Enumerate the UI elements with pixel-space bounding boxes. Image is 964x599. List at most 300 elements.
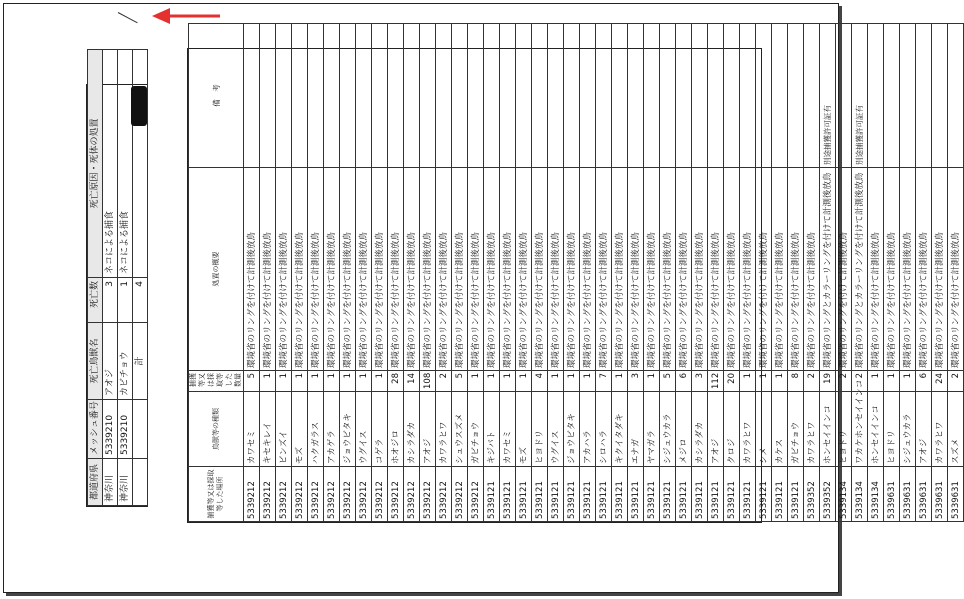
treatment-cell: 環境省のリングとカラーリングを付けて計測後放鳥	[852, 168, 868, 371]
header-remarks: 備 考	[189, 24, 244, 168]
location-code-cell: 5339631	[932, 467, 948, 522]
species-cell: カケス	[772, 392, 788, 467]
count-cell: 1	[548, 371, 564, 392]
treatment-cell: 環境省のリングを付けて計測後放鳥	[500, 168, 516, 371]
table-row	[468, 24, 484, 522]
table-row	[948, 24, 964, 522]
treatment-cell: 環境省のリングを付けて計測後放鳥	[868, 168, 884, 371]
treatment-cell: 環境省のリングを付けて計測後放鳥	[292, 168, 308, 371]
table-row	[500, 24, 516, 522]
treatment-cell: 環境省のリングを付けて計測後放鳥	[612, 168, 628, 371]
treatment-cell: 環境省のリングを付けて計測後放鳥	[724, 168, 740, 371]
treatment-cell: 環境省のリングを付けて計測後放鳥	[772, 168, 788, 371]
treatment-cell: 環境省のリングを付けて計測後放鳥	[276, 168, 292, 371]
table-row	[580, 24, 596, 522]
table-row	[612, 24, 628, 522]
species-cell: カワラヒワ	[804, 392, 820, 467]
count-cell: 1	[900, 371, 916, 392]
remarks-cell	[916, 24, 932, 168]
location-code-cell: 5339121	[628, 467, 644, 522]
location-code-cell: 5339212	[420, 467, 436, 522]
location-code-cell: 5339212	[388, 467, 404, 522]
total-label: 計	[133, 323, 148, 400]
count-cell: 2	[804, 371, 820, 392]
count-cell: 1	[612, 371, 628, 392]
count-cell: 7	[596, 371, 612, 392]
prefecture-cell: 神奈川	[103, 459, 118, 506]
remarks-cell	[772, 24, 788, 168]
count-cell: 1	[260, 371, 276, 392]
species-cell: コゲラ	[372, 392, 388, 467]
dead-species-cell: カビチョウ	[118, 323, 133, 400]
location-code-cell: 5339212	[324, 467, 340, 522]
table-row	[628, 24, 644, 522]
species-cell: カシラダカ	[692, 392, 708, 467]
species-cell: ビンズイ	[276, 392, 292, 467]
location-code-cell: 5339631	[916, 467, 932, 522]
table-row	[244, 24, 260, 522]
treatment-cell: 環境省のリングを付けて計測後放鳥	[756, 168, 772, 371]
header-treatment: 処置の概要	[189, 168, 244, 371]
count-cell: 5	[660, 371, 676, 392]
location-code-cell: 5339121	[516, 467, 532, 522]
species-cell: ホンセイインコ	[868, 392, 884, 467]
count-cell: 6	[676, 371, 692, 392]
table-row	[356, 24, 372, 522]
count-cell: 1	[516, 371, 532, 392]
death-count-cell: 1	[118, 278, 133, 323]
location-code-cell: 5339121	[484, 467, 500, 522]
header-location: 捕獲等又は採取等した場所	[189, 467, 244, 522]
remarks-cell	[948, 24, 964, 168]
table-row	[820, 24, 836, 522]
remarks-cell	[676, 24, 692, 168]
table-row	[852, 24, 868, 522]
count-cell: 1	[868, 371, 884, 392]
death-row	[103, 50, 118, 506]
table-row	[260, 24, 276, 522]
redaction-mark	[131, 86, 147, 126]
remarks-cell	[324, 24, 340, 168]
species-cell: アカハラ	[580, 392, 596, 467]
treatment-cell: 環境省のリングを付けて計測後放鳥	[836, 168, 852, 371]
prefecture-cell: 神奈川	[118, 459, 133, 506]
location-code-cell: 5339352	[820, 467, 836, 522]
table-row	[740, 24, 756, 522]
location-code-cell: 5339212	[356, 467, 372, 522]
table-row	[532, 24, 548, 522]
treatment-cell: 環境省のリングを付けて計測後放鳥	[452, 168, 468, 371]
species-cell: カワラヒワ	[932, 392, 948, 467]
table-row	[692, 24, 708, 522]
location-code-cell: 5339121	[724, 467, 740, 522]
treatment-cell: 環境省のリングを付けて計測後放鳥	[548, 168, 564, 371]
remarks-cell	[644, 24, 660, 168]
location-code-cell: 5339212	[436, 467, 452, 522]
mesh-number-cell: 5339210	[118, 400, 133, 459]
location-code-cell: 5339631	[900, 467, 916, 522]
remarks-cell	[404, 24, 420, 168]
treatment-cell: 環境省のリングを付けて計測後放鳥	[916, 168, 932, 371]
count-cell: 1	[756, 371, 772, 392]
species-cell: モズ	[292, 392, 308, 467]
count-cell: 2	[948, 371, 964, 392]
species-cell: ジョウビタキ	[340, 392, 356, 467]
table-row	[900, 24, 916, 522]
treatment-cell: 環境省のリングを付けて計測後放鳥	[644, 168, 660, 371]
remarks-cell	[868, 24, 884, 168]
treatment-cell: 環境省のリングを付けて計測後放鳥	[740, 168, 756, 371]
species-cell: カワセミ	[244, 392, 260, 467]
treatment-cell: 環境省のリングを付けて計測後放鳥	[532, 168, 548, 371]
count-cell: 1	[772, 371, 788, 392]
table-row	[308, 24, 324, 522]
count-cell: 3	[692, 371, 708, 392]
location-code-cell: 5339212	[372, 467, 388, 522]
location-code-cell: 5339121	[644, 467, 660, 522]
treatment-cell: 環境省のリングを付けて計測後放鳥	[804, 168, 820, 371]
treatment-cell: 環境省のリングを付けて計測後放鳥	[436, 168, 452, 371]
species-cell: アカゲラ	[324, 392, 340, 467]
remarks-cell: 別途捕獲許可証有	[852, 24, 868, 168]
table-row	[756, 24, 772, 522]
treatment-cell: 環境省のリングを付けて計測後放鳥	[372, 168, 388, 371]
treatment-cell: 環境省のリングを付けて計測後放鳥	[628, 168, 644, 371]
remarks-cell	[628, 24, 644, 168]
location-code-cell: 5339121	[500, 467, 516, 522]
header-mesh-number: メッシュ番号	[88, 400, 103, 459]
remarks-cell	[260, 24, 276, 168]
table-row	[676, 24, 692, 522]
treatment-cell: 環境省のリングを付けて計測後放鳥	[564, 168, 580, 371]
species-cell: シジュウカラ	[900, 392, 916, 467]
table-row	[388, 24, 404, 522]
species-cell: キジバト	[484, 392, 500, 467]
count-cell: 1	[564, 371, 580, 392]
species-cell: スズメ	[948, 392, 964, 467]
location-code-cell: 5339352	[804, 467, 820, 522]
table-row	[644, 24, 660, 522]
treatment-cell: 環境省のリングを付けて計測後放鳥	[356, 168, 372, 371]
count-cell: 1	[372, 371, 388, 392]
table-row	[724, 24, 740, 522]
remarks-cell	[900, 24, 916, 168]
remarks-cell	[804, 24, 820, 168]
location-code-cell: 5339212	[308, 467, 324, 522]
treatment-cell: 環境省のリングを付けて計測後放鳥	[708, 168, 724, 371]
location-code-cell: 5339631	[948, 467, 964, 522]
count-cell: 1	[884, 371, 900, 392]
table-row	[804, 24, 820, 522]
count-cell: 4	[532, 371, 548, 392]
treatment-cell: 環境省のリングを付けて計測後放鳥	[340, 168, 356, 371]
count-cell: 2	[852, 371, 868, 392]
remarks-cell	[420, 24, 436, 168]
species-cell: アオジ	[708, 392, 724, 467]
remarks-cell	[484, 24, 500, 168]
count-cell: 1	[740, 371, 756, 392]
species-cell: ガビチョウ	[788, 392, 804, 467]
table-row	[276, 24, 292, 522]
table-row	[916, 24, 932, 522]
species-cell: メジロ	[676, 392, 692, 467]
remarks-cell	[580, 24, 596, 168]
count-cell: 1	[644, 371, 660, 392]
remarks-cell	[836, 24, 852, 168]
remarks-cell	[356, 24, 372, 168]
remarks-cell	[468, 24, 484, 168]
table-row	[484, 24, 500, 522]
dead-species-cell: アオジ	[103, 323, 118, 400]
remarks-cell	[660, 24, 676, 168]
location-code-cell: 5339212	[244, 467, 260, 522]
species-cell: ヒヨドリ	[836, 392, 852, 467]
remarks-cell	[372, 24, 388, 168]
location-code-cell: 5339121	[676, 467, 692, 522]
remarks-cell	[308, 24, 324, 168]
count-cell: 24	[932, 371, 948, 392]
species-cell: シメ	[756, 392, 772, 467]
species-cell: シュウスズメ	[452, 392, 468, 467]
location-code-cell: 5339121	[564, 467, 580, 522]
location-code-cell: 5339121	[692, 467, 708, 522]
treatment-cell: 環境省のリングを付けて計測後放鳥	[580, 168, 596, 371]
remarks-cell	[692, 24, 708, 168]
location-code-cell: 5339121	[788, 467, 804, 522]
death-header-row	[88, 50, 103, 506]
total-value: 4	[133, 278, 148, 323]
count-cell: 1	[356, 371, 372, 392]
empty-cell	[133, 459, 148, 506]
location-code-cell: 5339121	[532, 467, 548, 522]
count-cell: 20	[724, 371, 740, 392]
header-prefecture: 都道府県	[88, 459, 103, 506]
table-row	[516, 24, 532, 522]
species-cell: ホオジロ	[388, 392, 404, 467]
count-cell: 1	[580, 371, 596, 392]
count-cell: 3	[628, 371, 644, 392]
treatment-cell: 環境省のリングを付けて計測後放鳥	[468, 168, 484, 371]
count-cell: 1	[308, 371, 324, 392]
species-cell: ホンセイインコ	[820, 392, 836, 467]
location-code-cell: 5339121	[756, 467, 772, 522]
treatment-cell: 環境省のリングを付けて計測後放鳥	[404, 168, 420, 371]
species-cell: ヒヨドリ	[532, 392, 548, 467]
location-code-cell: 5339212	[340, 467, 356, 522]
location-code-cell: 5339121	[708, 467, 724, 522]
treatment-cell: 環境省のリングを付けて計測後放鳥	[260, 168, 276, 371]
remarks-cell	[756, 24, 772, 168]
location-code-cell: 5339212	[292, 467, 308, 522]
species-cell: ウグイス	[356, 392, 372, 467]
count-cell: 1	[484, 371, 500, 392]
species-cell: カワラヒワ	[740, 392, 756, 467]
remarks-cell	[788, 24, 804, 168]
location-code-cell: 5339121	[580, 467, 596, 522]
location-code-cell: 5339134	[852, 467, 868, 522]
location-code-cell: 5339121	[740, 467, 756, 522]
table-row	[548, 24, 564, 522]
count-cell: 6	[916, 371, 932, 392]
remarks-cell	[724, 24, 740, 168]
remarks-cell	[388, 24, 404, 168]
location-code-cell: 5339121	[548, 467, 564, 522]
species-cell: モズ	[516, 392, 532, 467]
empty-cell	[133, 50, 148, 278]
count-cell: 2	[836, 371, 852, 392]
remarks-cell	[500, 24, 516, 168]
table-row	[324, 24, 340, 522]
table-row	[772, 24, 788, 522]
table-row	[436, 24, 452, 522]
table-row	[884, 24, 900, 522]
treatment-cell: 環境省のリングを付けて計測後放鳥	[308, 168, 324, 371]
location-code-cell: 5339212	[404, 467, 420, 522]
species-cell: ヒヨドリ	[884, 392, 900, 467]
death-count-cell: 3	[103, 278, 118, 323]
count-cell: 1	[324, 371, 340, 392]
table-row	[340, 24, 356, 522]
location-code-cell: 5339212	[468, 467, 484, 522]
remarks-cell	[276, 24, 292, 168]
capture-record-table	[187, 48, 961, 523]
species-cell: ヤマガラ	[644, 392, 660, 467]
species-cell: カワセミ	[500, 392, 516, 467]
location-code-cell: 5339121	[596, 467, 612, 522]
species-cell: キクイタダキ	[612, 392, 628, 467]
count-cell: 1	[340, 371, 356, 392]
location-code-cell: 5339134	[868, 467, 884, 522]
treatment-cell: 環境省のリングを付けて計測後放鳥	[948, 168, 964, 371]
table-row	[660, 24, 676, 522]
count-cell: 1	[292, 371, 308, 392]
remarks-cell	[884, 24, 900, 168]
table-row	[868, 24, 884, 522]
header-species: 鳥獣等の種類	[189, 392, 244, 467]
remarks-cell	[932, 24, 948, 168]
table-row	[372, 24, 388, 522]
treatment-cell: 環境省のリングを付けて計測後放鳥	[516, 168, 532, 371]
location-code-cell: 5339121	[772, 467, 788, 522]
count-cell: 5	[244, 371, 260, 392]
count-cell: 19	[820, 371, 836, 392]
count-cell: 1	[276, 371, 292, 392]
treatment-cell: 環境省のリングとカラーリングを付けて計測後放鳥	[820, 168, 836, 371]
species-cell: カシラダカ	[404, 392, 420, 467]
table-row	[564, 24, 580, 522]
treatment-cell: 環境省のリングを付けて計測後放鳥	[932, 168, 948, 371]
count-cell: 28	[388, 371, 404, 392]
remarks-cell	[548, 24, 564, 168]
header-dead-species: 死亡鳥獣名	[88, 323, 103, 400]
treatment-cell: 環境省のリングを付けて計測後放鳥	[596, 168, 612, 371]
remarks-cell	[452, 24, 468, 168]
table-row	[932, 24, 948, 522]
location-code-cell: 5339121	[660, 467, 676, 522]
location-code-cell: 5339121	[612, 467, 628, 522]
species-cell: エナガ	[628, 392, 644, 467]
count-cell: 5	[452, 371, 468, 392]
species-cell: ガビチョウ	[468, 392, 484, 467]
remarks-cell	[596, 24, 612, 168]
treatment-cell: 環境省のリングを付けて計測後放鳥	[388, 168, 404, 371]
remarks-cell: 別途捕獲許可証有	[820, 24, 836, 168]
species-cell: ジョウビタキ	[564, 392, 580, 467]
remarks-cell	[708, 24, 724, 168]
treatment-cell: 環境省のリングを付けて計測後放鳥	[884, 168, 900, 371]
header-death-cause: 死亡原因・死体の処置	[88, 50, 103, 278]
death-cause-cell: ネコによる捕食	[103, 50, 118, 278]
empty-cell	[133, 400, 148, 459]
species-cell: アオジ	[420, 392, 436, 467]
treatment-cell: 環境省のリングを付けて計測後放鳥	[692, 168, 708, 371]
treatment-cell: 環境省のリングを付けて計測後放鳥	[324, 168, 340, 371]
death-cause-cell: ネコによる捕食	[118, 50, 133, 278]
location-code-cell: 5339631	[884, 467, 900, 522]
remarks-cell	[516, 24, 532, 168]
count-cell: 2	[436, 371, 452, 392]
remarks-cell	[436, 24, 452, 168]
species-cell: シジュウカラ	[660, 392, 676, 467]
count-cell: 112	[708, 371, 724, 392]
remarks-cell	[740, 24, 756, 168]
remarks-cell	[532, 24, 548, 168]
table-row	[836, 24, 852, 522]
count-cell: 1	[500, 371, 516, 392]
table-row	[420, 24, 436, 522]
table-row	[452, 24, 468, 522]
species-cell: ハクガラス	[308, 392, 324, 467]
mesh-number-cell: 5339210	[103, 400, 118, 459]
remarks-cell	[244, 24, 260, 168]
species-cell: シロハラ	[596, 392, 612, 467]
species-cell: カワラヒワ	[436, 392, 452, 467]
location-code-cell: 5339212	[452, 467, 468, 522]
remarks-cell	[564, 24, 580, 168]
treatment-cell: 環境省のリングを付けて計測後放鳥	[420, 168, 436, 371]
species-cell: ウグイス	[548, 392, 564, 467]
remarks-cell	[340, 24, 356, 168]
table-row	[404, 24, 420, 522]
count-cell: 14	[404, 371, 420, 392]
table-row	[596, 24, 612, 522]
table-header-row	[189, 24, 244, 522]
species-cell: クロジ	[724, 392, 740, 467]
species-cell: キセキレイ	[260, 392, 276, 467]
remarks-cell	[292, 24, 308, 168]
header-count: 捕獲等又は採取等した数量	[189, 371, 244, 392]
death-record-table	[86, 84, 148, 507]
count-cell: 1	[468, 371, 484, 392]
table-row	[708, 24, 724, 522]
treatment-cell: 環境省のリングを付けて計測後放鳥	[660, 168, 676, 371]
count-cell: 8	[788, 371, 804, 392]
treatment-cell: 環境省のリングを付けて計測後放鳥	[900, 168, 916, 371]
treatment-cell: 環境省のリングを付けて計測後放鳥	[676, 168, 692, 371]
count-cell: 108	[420, 371, 436, 392]
species-cell: アオジ	[916, 392, 932, 467]
location-code-cell: 5339212	[276, 467, 292, 522]
treatment-cell: 環境省のリングを付けて計測後放鳥	[788, 168, 804, 371]
table-row	[788, 24, 804, 522]
treatment-cell: 環境省のリングを付けて計測後放鳥	[484, 168, 500, 371]
location-code-cell: 5339134	[836, 467, 852, 522]
header-death-count: 死亡数	[88, 278, 103, 323]
treatment-cell: 環境省のリングを付けて計測後放鳥	[244, 168, 260, 371]
location-code-cell: 5339212	[260, 467, 276, 522]
remarks-cell	[612, 24, 628, 168]
species-cell: ワカケホンセイインコ	[852, 392, 868, 467]
